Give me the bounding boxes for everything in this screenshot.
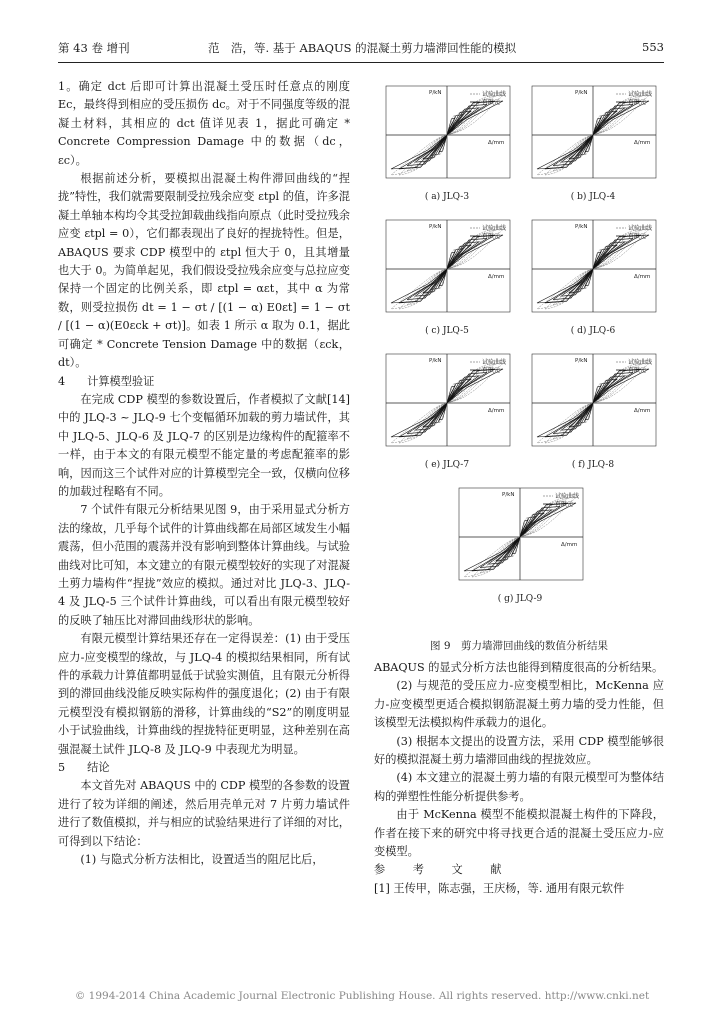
x-axis-label: Δ/mm bbox=[488, 274, 505, 280]
paragraph: 1。确定 dct 后即可计算出混凝土受压时任意点的刚度 Ec，最终得到相应的受压损伤 dc。对于不同强度等级的混凝土材料，其相应的 dct 值详见表 1，据此可确定 * Concrete Compression Damage 中的数据（dc，εc）。 bbox=[58, 80, 350, 167]
panel-caption: ( b) JLQ-4 bbox=[570, 192, 616, 202]
x-axis-label: Δ/mm bbox=[634, 408, 651, 414]
hysteresis-plot-a bbox=[378, 82, 516, 202]
plot-legend bbox=[470, 358, 506, 374]
legend-model-label: 有限元 bbox=[628, 367, 647, 374]
panel-caption: ( f) JLQ-8 bbox=[571, 460, 615, 470]
y-axis-label: P/kN bbox=[575, 358, 588, 364]
section-number: 5 bbox=[58, 761, 66, 775]
plot-canvas bbox=[378, 216, 516, 322]
right-column bbox=[374, 659, 664, 898]
y-axis-label: P/kN bbox=[429, 224, 442, 230]
legend-test-label: 试验曲线 bbox=[555, 493, 580, 500]
paragraph: 根据前述分析，要模拟出混凝土构件滞回曲线的“捏拢”特性，我们就需要限制受拉残余应变 εtpl 的值，许多混凝土单轴本构均令其受拉卸载曲线指向原点（此时受拉残余应变 εtpl = 0），它们都表现出了良好的捏拢特性。但是，ABAQUS 要求 CDP 模型中的 εtpl 恒大于 0，且其增量也大于 0。为简单起见，我们假设受拉残余应变与总拉应变保持一个固定的比例关系，即 εtpl = αεt，其中 α 为常数，则受拉损伤 dt = 1 − σt / [(1 − α) E0εt] = 1 − σt / [(1 − α)(E0εck + σt)]。如表 1 所示 α 取为 0.1，据此可确定 * Concrete Tension Damage 中的数据（εck，dt）。 bbox=[58, 172, 350, 370]
hysteresis-plot-b bbox=[524, 82, 662, 202]
y-axis-label: P/kN bbox=[575, 224, 588, 230]
legend-model-label: 有限元 bbox=[482, 99, 501, 106]
section-heading bbox=[58, 759, 350, 777]
legend-test-label: 试验曲线 bbox=[482, 91, 507, 98]
hysteresis-plot-d bbox=[524, 216, 662, 336]
x-axis-label: Δ/mm bbox=[488, 408, 505, 414]
panel-caption: ( a) JLQ-3 bbox=[424, 192, 470, 202]
paragraph: (4) 本文建立的混凝土剪力墙的有限元模型可为整体结构的弹塑性性能分析提供参考。 bbox=[374, 771, 664, 803]
x-axis-label: Δ/mm bbox=[634, 274, 651, 280]
header-rule bbox=[58, 62, 664, 63]
section-heading bbox=[58, 373, 350, 391]
legend-test-label: 试验曲线 bbox=[482, 359, 507, 366]
plot-legend bbox=[470, 90, 506, 106]
x-axis-label: Δ/mm bbox=[488, 140, 505, 146]
paragraph: 由于 McKenna 模型不能模拟混凝土构件的下降段，作者在接下来的研究中将寻找更合适的混凝土受压应力-应变模型。 bbox=[374, 808, 664, 859]
journal-volume: 第 43 卷 增刊 bbox=[58, 41, 130, 55]
reference-item: [1] 王传甲，陈志强，王庆杨，等. 通用有限元软件 bbox=[374, 881, 625, 895]
legend-model-label: 有限元 bbox=[628, 233, 647, 240]
section-title: 计算模型验证 bbox=[87, 374, 155, 388]
hysteresis-plot-f bbox=[524, 350, 662, 470]
x-axis-label: Δ/mm bbox=[634, 140, 651, 146]
figure-9 bbox=[374, 78, 664, 638]
copyright-footer: © 1994-2014 China Academic Journal Electronic Publishing House. All rights reserved. http://www.cnki.net bbox=[74, 990, 650, 1002]
y-axis-label: P/kN bbox=[575, 90, 588, 96]
legend-model-label: 有限元 bbox=[628, 99, 647, 106]
plot-canvas bbox=[524, 82, 662, 188]
plot-canvas bbox=[524, 350, 662, 456]
section-number: 4 bbox=[58, 374, 66, 388]
plot-legend bbox=[543, 492, 579, 508]
panel-caption: ( c) JLQ-5 bbox=[425, 326, 469, 336]
y-axis-label: P/kN bbox=[429, 90, 442, 96]
paragraph: (3) 根据本文提出的设置方法，采用 CDP 模型能够很好的模拟混凝土剪力墙滞回曲线的捏拢效应。 bbox=[374, 734, 664, 767]
panel-caption: ( g) JLQ-9 bbox=[497, 594, 543, 604]
plot-canvas bbox=[378, 82, 516, 188]
figure-caption: 图 9 剪力墙滞回曲线的数值分析结果 bbox=[429, 640, 609, 652]
paragraph: 在完成 CDP 模型的参数设置后，作者模拟了文献[14]中的 JLQ-3 ~ JLQ-9 七个变幅循环加载的剪力墙试件，其中 JLQ-5、JLQ-6 及 JLQ-7 的区别是边缘构件的配箍率不一样，由于本文的有限元模型不能定量的考虑配箍率的影响，因而这三个试件对应的计算模型完全一致，仅横向位移的加载过程略有不同。 bbox=[58, 392, 350, 498]
plot-legend bbox=[616, 90, 652, 106]
plot-legend bbox=[616, 224, 652, 240]
legend-test-label: 试验曲线 bbox=[628, 91, 653, 98]
y-axis-label: P/kN bbox=[502, 492, 515, 498]
panel-caption: ( d) JLQ-6 bbox=[570, 326, 616, 336]
paragraph: 有限元模型计算结果还存在一定得误差：(1) 由于受压应力-应变模型的缘故，与 JLQ-4 的模拟结果相同，所有试件的承载力计算值都明显低于试验实测值，且有限元分析得到的滞回曲线没能反映实际构件的强度退化；(2) 由于有限元模型没有模拟钢筋的滑移，计算曲线的“S2”的刚度明显小于试验曲线，计算曲线的捏拢特征更明显，这种差别在高强混凝土试件 JLQ-8 及 JLQ-9 中表现尤为明显。 bbox=[58, 632, 350, 756]
article-title: 范 浩，等. 基于 ABAQUS 的混凝土剪力墙滞回性能的模拟 bbox=[208, 41, 517, 55]
page-number: 553 bbox=[642, 40, 664, 54]
plot-legend bbox=[616, 358, 652, 374]
panel-caption: ( e) JLQ-7 bbox=[424, 460, 470, 470]
legend-model-label: 有限元 bbox=[482, 233, 501, 240]
legend-test-label: 试验曲线 bbox=[482, 225, 507, 232]
running-header bbox=[58, 40, 664, 58]
paragraph: (1) 与隐式分析方法相比，设置适当的阻尼比后， bbox=[80, 853, 324, 867]
legend-test-label: 试验曲线 bbox=[628, 225, 653, 232]
hysteresis-plot-g bbox=[451, 484, 589, 604]
plot-canvas bbox=[524, 216, 662, 322]
x-axis-label: Δ/mm bbox=[561, 542, 578, 548]
plot-canvas bbox=[451, 484, 589, 590]
hysteresis-plot-e bbox=[378, 350, 516, 470]
hysteresis-plot-c bbox=[378, 216, 516, 336]
references-heading: 参 考 文 献 bbox=[374, 863, 514, 877]
y-axis-label: P/kN bbox=[429, 358, 442, 364]
section-title: 结论 bbox=[87, 761, 110, 775]
plot-canvas bbox=[378, 350, 516, 456]
left-column bbox=[58, 78, 350, 869]
plot-legend bbox=[470, 224, 506, 240]
paragraph: 7 个试件有限元分析结果见图 9，由于采用显式分析方法的缘故，几乎每个试件的计算曲线都在局部区域发生小幅震荡，但小范围的震荡并没有影响到整体计算曲线。与试验曲线对比可知，本文建立的有限元模型较好的实现了对混凝土剪力墙构件“捏拢”效应的模拟。通过对比 JLQ-3、JLQ-4 及 JLQ-5 三个试件计算曲线，可以看出有限元模型较好的反映了轴压比对滞回曲线形状的影响。 bbox=[58, 503, 350, 627]
legend-test-label: 试验曲线 bbox=[628, 359, 653, 366]
legend-model-label: 有限元 bbox=[555, 501, 574, 508]
paragraph: ABAQUS 的显式分析方法也能得到精度很高的分析结果。 bbox=[374, 661, 664, 674]
legend-model-label: 有限元 bbox=[482, 367, 501, 374]
paragraph: 本文首先对 ABAQUS 中的 CDP 模型的各参数的设置进行了较为详细的阐述，然后用壳单元对 7 片剪力墙试件进行了数值模拟，并与相应的试验结果进行了详细的对比，可得到以下结论： bbox=[58, 779, 350, 848]
paragraph: (2) 与规范的受压应力-应变模型相比，McKenna 应力-应变模型更适合模拟钢筋混凝土剪力墙的受力性能，但该模型无法模拟构件承载力的退化。 bbox=[374, 679, 664, 730]
